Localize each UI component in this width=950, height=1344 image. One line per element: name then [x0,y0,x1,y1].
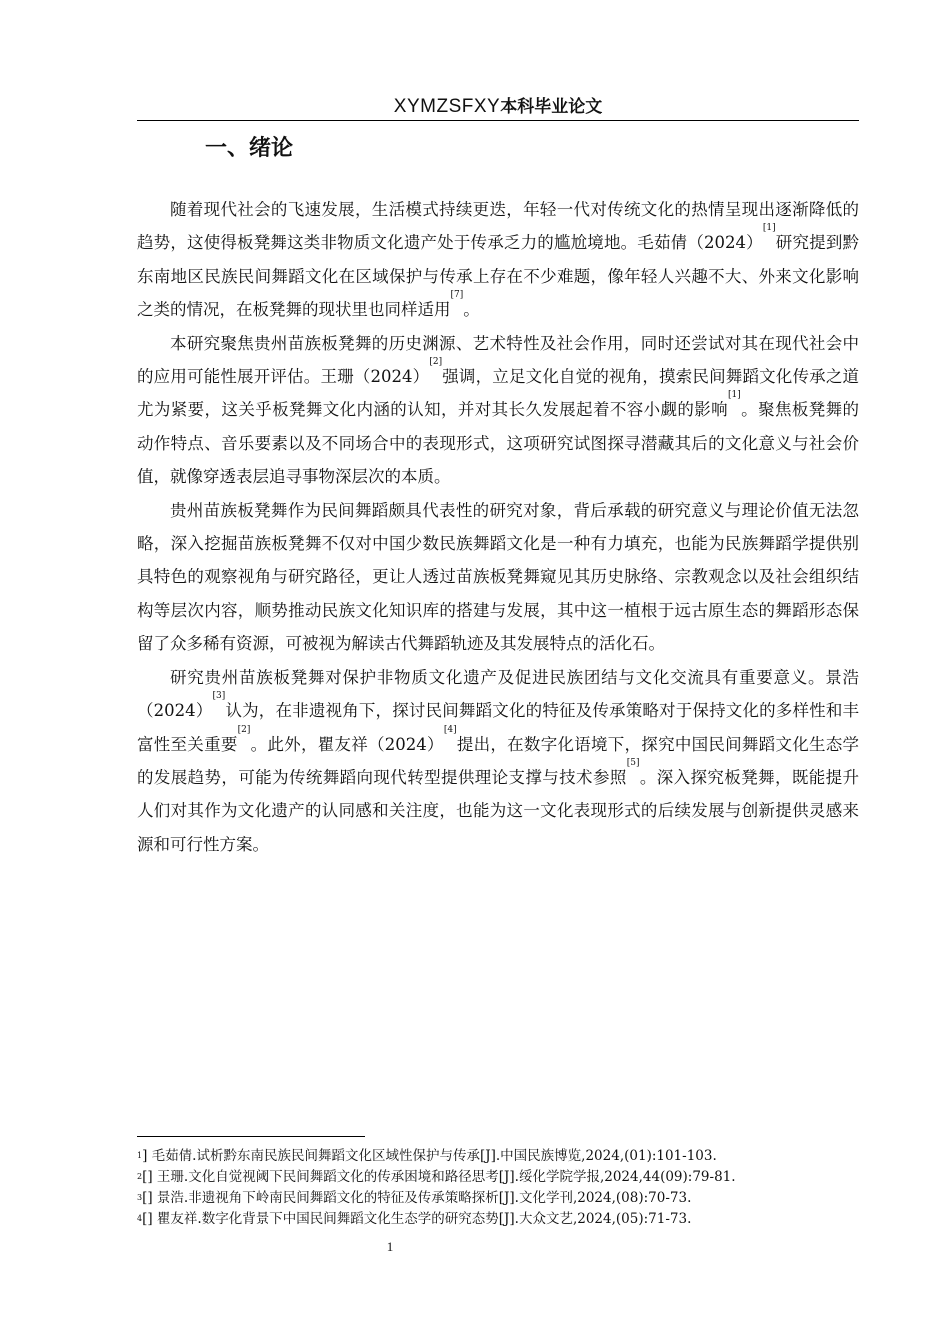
text-run: 认为，在非遗视角下，探讨民间舞蹈文化的特征及传承策略对于保持文化的多样性和丰富性至关重要 [137,701,860,754]
footnote-text: ] 毛茹倩.试析黔东南民族民间舞蹈文化区域性保护与传承[J].中国民族博览,2024,(01):101-103. [142,1148,717,1164]
header-thesis-label: 本科毕业论文 [500,97,603,117]
page-number: 1 [386,1239,394,1254]
footnote [137,1188,859,1209]
citation-mark: [7] [450,290,464,301]
text-run: 。聚焦板凳舞的动作特点、音乐要素以及不同场合中的表现形式，这项研究试图探寻潜藏其后的文化意义与社会价值，就像穿透表层追寻事物深层次的本质。 [137,400,860,487]
text-run: 贵州苗族板凳舞作为民间舞蹈颇具代表性的研究对象，背后承载的研究意义与理论价值无法忽略，深入挖掘苗族板凳舞不仅对中国少数民族舞蹈文化是一种有力填充，也能为民族舞蹈学提供别具特色的观察视角与研究路径，更让人透过苗族板凳舞窥见其历史脉络、宗教观念以及社会组织结构等层次内容，顺势推动民族文化知识库的搭建与发展，其中这一植根于远古原生态的舞蹈形态保留了众多稀有资源，可被视为解读古代舞蹈轨迹及其发展特点的活化石。 [137,500,859,654]
paragraph [137,494,859,661]
paragraph [137,661,859,861]
footnotes [137,1146,859,1230]
text-run: 随着现代社会的飞速发展，生活模式持续更迭，年轻一代对传统文化的热情呈现出逐渐降低的趋势，这使得板凳舞这类非物质文化遗产处于传承乏力的尴尬境地。毛茹倩（2024） [137,200,859,253]
citation-mark: [2] [237,724,251,735]
footnote-text: [] 王珊.文化自觉视阈下民间舞蹈文化的传承困境和路径思考[J].绥化学院学报,2024,44(09):79-81. [142,1169,736,1185]
footnote [137,1146,859,1167]
text-run: 强调，立足文化自觉的视角，摸索民间舞蹈文化传承之道尤为紧要，这关乎板凳舞文化内涵的认知，并对其长久发展起着不容小觑的影响 [137,367,859,420]
page-header [137,96,859,121]
citation-mark: [1] [728,390,741,401]
footnote [137,1167,859,1188]
citation-mark: [5] [626,757,640,768]
chapter-title: 一、绪论 [205,136,294,161]
footnote-text: [] 景浩.非遗视角下岭南民间舞蹈文化的特征及传承策略探析[J].文化学刊,2024,(08):70-73. [142,1190,692,1206]
paragraph [137,327,859,494]
footnote-separator [137,1136,365,1137]
footnote-mark: 3 [137,1193,143,1202]
citation-mark: [3] [212,691,226,702]
text-run: 。深入探究板凳舞，既能提升人们对其作为文化遗产的认同感和关注度，也能为这一文化表现形式的后续发展与创新提供灵感来源和可行性方案。 [137,767,860,854]
footnote [137,1209,859,1230]
footnote-text: [] 瞿友祥.数字化背景下中国民间舞蹈文化生态学的研究态势[J].大众文艺,2024,(05):71-73. [142,1211,692,1227]
citation-mark: [1] [762,223,776,234]
paragraph [137,193,859,327]
citation-mark: [4] [443,724,457,735]
footnote-mark: 4 [137,1214,143,1223]
footnote-mark: 2 [137,1172,143,1181]
text-run: 提出，在数字化语境下，探究中国民间舞蹈文化生态学的发展趋势，可能为传统舞蹈向现代转型提供理论支撑与技术参照 [137,734,860,787]
text-run: 。此外，瞿友祥（2024） [250,734,444,754]
text-run: 。 [463,300,480,320]
text-run: 研究提到黔东南地区民族民间舞蹈文化在区域保护与传承上存在不少难题，像年轻人兴趣不大、外来文化影响之类的情况，在板凳舞的现状里也同样适用 [137,233,859,320]
citation-mark: [2] [429,357,443,368]
footnote-mark: 1 [137,1151,143,1160]
header-school-code: XYMZSFXY [393,96,501,117]
body-text [137,193,859,861]
text-run: 研究贵州苗族板凳舞对保护非物质文化遗产及促进民族团结与文化交流具有重要意义。景浩（2024） [137,667,859,721]
text-run: 本研究聚焦贵州苗族板凳舞的历史渊源、艺术特性及社会作用，同时还尝试对其在现代社会中的应用可能性展开评估。王珊（2024） [137,333,859,387]
